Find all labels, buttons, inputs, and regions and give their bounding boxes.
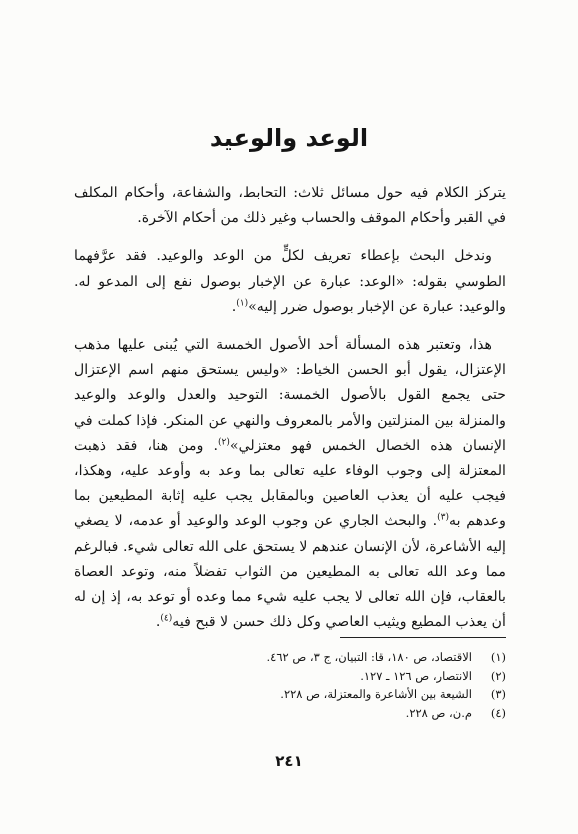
footnote-text: م.ن، ص ٢٢٨.: [405, 705, 472, 720]
footnote-reference[interactable]: (٢): [218, 437, 230, 448]
footnote-number: (٢): [490, 668, 506, 683]
body-text: [74, 181, 506, 648]
footnote-text: الاقتصاد، ص ١٨٠، قا: التبيان، ج ٣، ص ٤٦٢.: [266, 650, 472, 664]
footnote-reference[interactable]: (١): [236, 298, 249, 309]
page-number: ٢٤١: [275, 752, 303, 770]
footnotes-list: [166, 648, 506, 722]
footnote-reference[interactable]: (٤): [160, 613, 173, 624]
text-run: يتركز الكلام فيه حول مسائل ثلاث: التحابط، والشفاعة، وأحكام المكلف في القبر وأحكام الموقف والحساب وغير ذلك من أحكام الآخرة.: [74, 185, 506, 227]
footnote-number: (٤): [490, 705, 506, 720]
paragraph-1: [74, 181, 506, 231]
text-run: وندخل البحث بإعطاء تعريف لكلٍّ من الوعد والوعيد. فقد عرَّفهما الطوسي بقوله: «الوعد: عبارة عن الإخبار بوصول نفع إلى المدعو له. والوعيد: عبارة عن الإخبار بوصول ضرر إليه»: [74, 248, 506, 315]
text-run: . ومن هنا، فقد ذهبت المعتزلة إلى وجوب الوفاء عليه تعالى بما وعد به وأوعد عليه، وهكذا، فيجب عليه أن يعذب العاصين وبالمقابل يجب عليه إثابة المطيعين بما وعدهم به: [74, 437, 506, 530]
text-run: .: [155, 614, 161, 631]
footnote-number: (٣): [490, 687, 506, 701]
footnote-text: الشيعة بين الأشاعرة والمعتزلة، ص ٢٢٨.: [280, 687, 472, 701]
footnote-separator: [340, 637, 506, 638]
footnote-item: [166, 704, 506, 723]
footnote-item: [166, 685, 506, 704]
footnote-item: [166, 667, 506, 686]
paragraph-3: [74, 333, 506, 635]
paragraph-2: [74, 244, 506, 320]
footnote-number: (١): [490, 650, 506, 664]
text-run: هذا، وتعتبر هذه المسألة أحد الأصول الخمسة التي يُبنى عليها مذهب الإعتزال، يقول أبو الحسن الخياط: «وليس يستحق منهم اسم الإعتزال حتى يجمع القول بالأصول الخمسة: التوحيد والعدل والوعد والوعيد والمنزلة بين المنزلتين والأمر بالمعروف والنهي عن المنكر. فإذا كملت في الإنسان هذه الخصال الخمس فهو معتزلي»: [74, 337, 506, 454]
footnote-text: الانتصار، ص ١٢٦ ـ ١٢٧.: [360, 668, 472, 683]
chapter-title: الوعد والوعيد: [209, 124, 369, 152]
footnote-item: [166, 648, 506, 667]
text-run: . والبحث الجاري عن وجوب الوعد والوعيد أو عدمه، لا يصغي إليه الأشاعرة، لأن الإنسان عندهم لا يستحق على الله تعالى شيء. فبالرغم مما وعد الله تعالى به المطيعين من الثواب تفضلاً منه، وتوعد العصاة بالعقاب، فإن الله تعالى لا يجب عليه شيء مما وعده أو توعد به، إذ إن له أن يعذب المطيع ويثيب العاصي وكل ذلك حسن لا قبح فيه: [74, 513, 506, 631]
footnote-reference[interactable]: (٣): [437, 512, 450, 523]
text-run: .: [231, 298, 237, 315]
